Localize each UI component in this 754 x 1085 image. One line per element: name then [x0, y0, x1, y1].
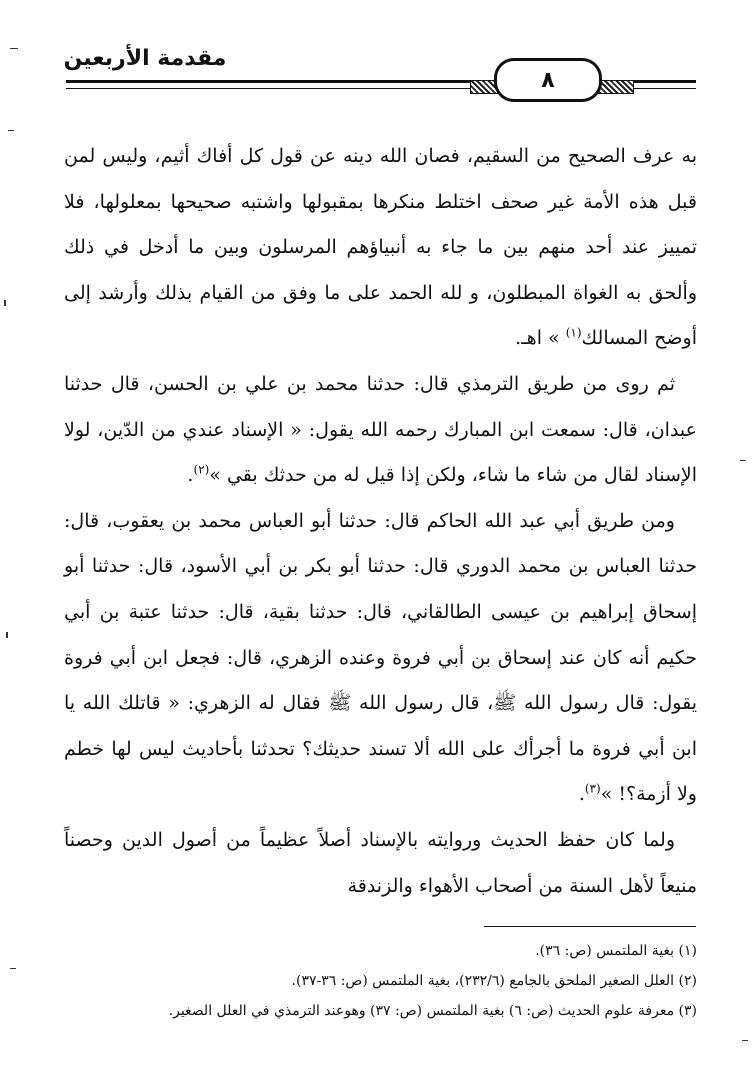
paragraph-text: به عرف الصحيح من السقيم، فصان الله دينه عن قول كل أفاك أثيم، وليس لمن قبل هذه الأمة غير صحف اختلط منكرها بمقبولها واشتبه صحيحها بمعلولها، فلا تمييز عند أحد منهم بين ما جاء به أنبياؤهم المرسلون وبين ما أدخل في ذلك وألحق به الغواة المبطلون، و لله الحمد على ما وفق من القيام بذلك وأرشد إلى أوضح المسالك	[64, 145, 697, 350]
paragraph-tail: .	[187, 464, 194, 487]
paragraph-4	[64, 818, 697, 909]
footnote-2: (٢) العلل الصغير الملحق بالجامع (٢٣٢/٦)، بغية الملتمس (ص: ٣٦-٣٧).	[291, 973, 697, 989]
footnote-ref[interactable]: (٢)	[193, 462, 210, 477]
paragraph-2	[64, 362, 697, 499]
page-number: ٨	[541, 67, 555, 93]
paragraph-text: ثم روى من طريق الترمذي قال: حدثنا محمد بن علي بن الحسن، قال حدثنا عبدان، قال: سمعت ابن المبارك رحمه الله يقول: « الإسناد عندي من الدّين، لولا الإسناد لقال من شاء ما شاء، ولكن إذا قيل له من حدثك بقي »	[64, 372, 697, 487]
paragraph-tail: » اهـ.	[515, 327, 566, 350]
footnote-separator	[484, 926, 696, 927]
footnote-3: (٣) معرفة علوم الحديث (ص: ٦) بغية الملتمس (ص: ٣٧) وهوعند الترمذي في العلل الصغير.	[168, 1003, 697, 1019]
header-ornament-right	[598, 80, 634, 94]
paragraph-text: ومن طريق أبي عبد الله الحاكم قال: حدثنا أبو العباس محمد بن يعقوب، قال: حدثنا العباس بن محمد الدوري قال: حدثنا أبو بكر بن أبي الأسود، قال: حدثنا أبو إسحاق إبراهيم بن عيسى الطالقاني، قال: حدثنا بقية، قال: حدثنا عتبة بن أبي حكيم أنه كان عند إسحاق بن أبي فروة وعنده الزهري، قال: فجعل ابن أبي فروة يقول: قال رسول الله ﷺ، قال رسول الله ﷺ فقال له الزهري: « قاتلك الله يا ابن أبي فروة ما أجرأك على الله ألا تسند حديثك؟ تحدثنا بأحاديث ليس لها خطم ولا أزمة؟! »	[64, 509, 697, 806]
margin-mark	[10, 48, 18, 49]
margin-mark	[10, 968, 16, 969]
margin-mark	[740, 460, 746, 461]
footnotes	[64, 936, 697, 1026]
margin-mark	[742, 1040, 748, 1041]
paragraph-3	[64, 499, 697, 818]
paragraph-1	[64, 134, 697, 362]
book-title: مقدمة الأربعين	[63, 46, 227, 71]
body-text	[64, 134, 697, 909]
paragraph-tail: .	[578, 783, 585, 806]
page-number-badge	[494, 58, 602, 102]
paragraph-text: ولما كان حفظ الحديث وروايته بالإسناد أصلاً عظيماً من أصول الدين وحصناً منيعاً لأهل السنة من أصحاب الأهواء والزندقة	[64, 828, 697, 897]
footnote-1: (١) بغية الملتمس (ص: ٣٦).	[535, 943, 697, 959]
margin-mark	[4, 300, 6, 306]
margin-mark	[8, 130, 14, 131]
margin-mark	[6, 632, 8, 638]
footnote-ref[interactable]: (٣)	[584, 781, 601, 796]
footnote-ref[interactable]: (١)	[565, 326, 582, 341]
